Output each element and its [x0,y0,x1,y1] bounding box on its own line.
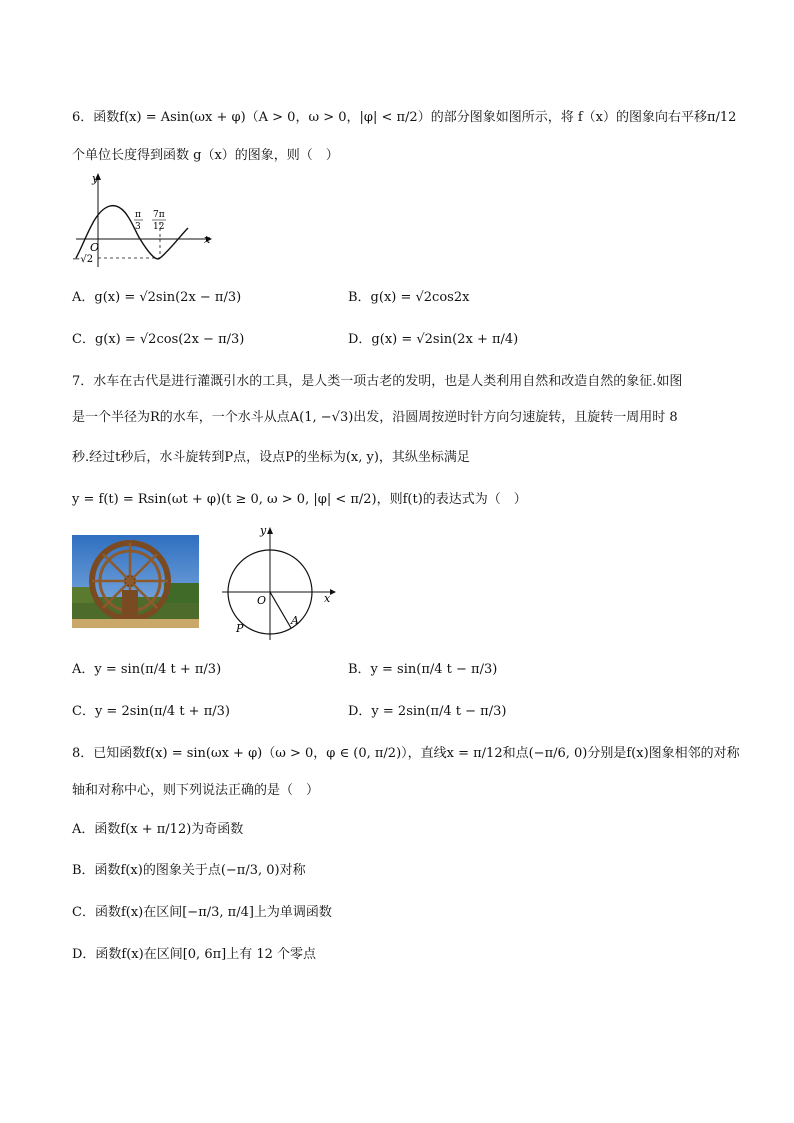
q7-stem-line1: 7．水车在古代是进行灌溉引水的工具，是人类一项古老的发明，也是人类利用自然和改造自然的象征.如图 [72,374,683,389]
q6-option-d[interactable]: D．g(x) = √2sin(2x + π/4) [348,332,519,347]
x-axis-label: x [204,233,211,246]
q8-option-a[interactable]: A．函数f(x + π/12)为奇函数 [72,822,244,837]
q7-stem-line3: 秒.经过t秒后，水斗旋转到P点，设点P的坐标为(x, y)，其纵坐标满足 [72,450,470,465]
y-axis-label: y [92,172,99,185]
q7-circle-diagram [220,522,340,642]
q7-option-d[interactable]: D．y = 2sin(π/4 t − π/3) [348,704,507,719]
point-p-label: P [236,622,244,635]
q8-option-b[interactable]: B．函数f(x)的图象关于点(−π/3, 0)对称 [72,863,306,878]
q8-stem-line2: 轴和对称中心，则下列说法正确的是（ ） [72,783,320,798]
tick-pi-3-den: 3 [135,222,141,232]
q6-stem-line1: 6．函数f(x) = Asin(ωx + φ)（A > 0，ω > 0，|φ| < π/2）的部分图象如图所示，将 f（x）的图象向右平移π/12 [72,110,737,125]
origin-label: O [90,241,100,254]
q7-stem-line4: y = f(t) = Rsin(ωt + φ)(t ≥ 0, ω > 0, |φ| < π/2)，则f(t)的表达式为（ ） [72,492,527,507]
point-a-label: A [291,614,299,627]
tick-7pi-12-den: 12 [153,222,165,232]
tick-pi-3-num: π [135,210,141,220]
origin-label: O [257,594,267,607]
y-axis-label: y [260,524,267,537]
q7-stem-line2: 是一个半径为R的水车，一个水斗从点A(1, −√3)出发，沿圆周按逆时针方向匀速旋转，且旋转一周用时 8 [72,410,678,425]
q6-option-a[interactable]: A．g(x) = √2sin(2x − π/3) [72,290,242,305]
q8-option-c[interactable]: C．函数f(x)在区间[−π/3, π/4]上为单调函数 [72,905,332,920]
radius-oa [270,592,291,628]
tick-7pi-12-num: 7π [153,210,165,220]
q8-stem-line1: 8．已知函数f(x) = sin(ωx + φ)（ω > 0，φ ∈ (0, π/2)），直线x = π/12和点(−π/6, 0)分别是f(x)图象相邻的对称 [72,746,740,761]
q6-sine-graph [72,170,217,270]
q6-option-c[interactable]: C．g(x) = √2cos(2x − π/3) [72,332,245,347]
q6-stem-line2: 个单位长度得到函数 g（x）的图象，则（ ） [72,148,339,163]
q7-option-a[interactable]: A．y = sin(π/4 t + π/3) [72,662,222,677]
q7-option-c[interactable]: C．y = 2sin(π/4 t + π/3) [72,704,230,719]
q6-option-b[interactable]: B．g(x) = √2cos2x [348,290,470,305]
min-label: −√2 [72,254,94,265]
q8-option-d[interactable]: D．函数f(x)在区间[0, 6π]上有 12 个零点 [72,947,317,962]
x-axis-label: x [324,592,331,605]
water-wheel-photo [72,535,199,628]
q7-option-b[interactable]: B．y = sin(π/4 t − π/3) [348,662,498,677]
